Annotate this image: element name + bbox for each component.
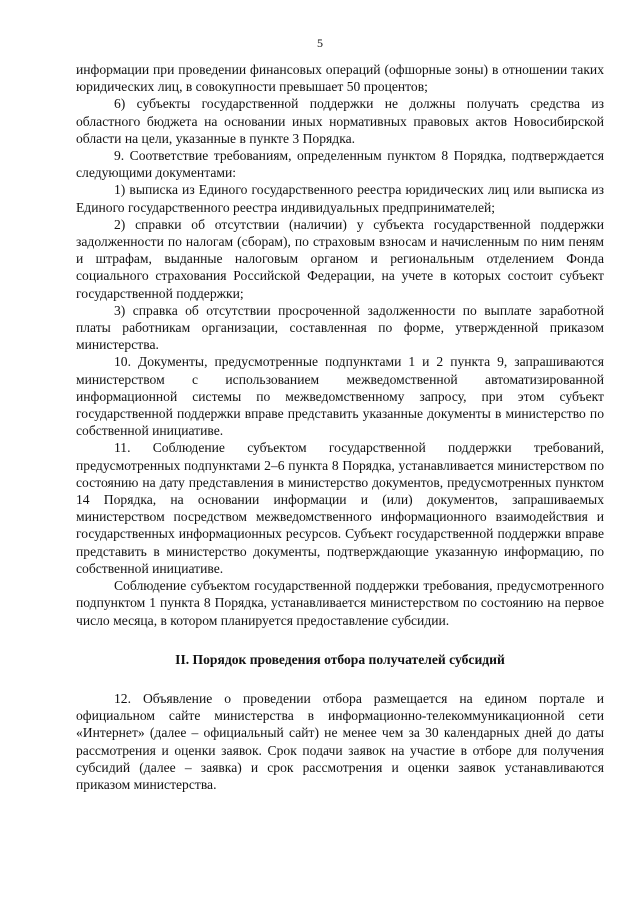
paragraph-11-compliance: Соблюдение субъектом государственной поддержки требования, предусмотренного подпунктом 1 пункта 8 Порядка, устанавливается министерством по состоянию на первое число месяца, в котором планируется предоставление субсидии. — [76, 578, 604, 628]
page-number: 5 — [317, 36, 323, 50]
paragraph-10: 10. Документы, предусмотренные подпунктами 1 и 2 пункта 9, запрашиваются министерством с использованием межведомственной автоматизированной информационной системы по межведомственному запросу, при этом субъект государственной поддержки вправе представить указанные документы в министерство по собственной инициативе. — [76, 354, 604, 439]
paragraph-continuation: информации при проведении финансовых операций (офшорные зоны) в отношении таких юридических лиц, в совокупности превышает 50 процентов; — [76, 62, 604, 95]
paragraph-12: 12. Объявление о проведении отбора размещается на едином портале и официальном сайте министерства в информационно-телекоммуникационной сети «Интернет» (далее – официальный сайт) не менее чем за 30 календарных дней до даты рассмотрения и оценки заявок. Срок подачи заявок на участие в отборе для получения субсидий (далее – заявка) и срок рассмотрения и оценки заявок устанавливаются приказом министерства. — [76, 690, 604, 792]
document-body — [76, 61, 604, 793]
paragraph-item-6: 6) субъекты государственной поддержки не должны получать средства из областного бюджета на основании иных нормативных правовых актов Новосибирской области на цели, указанные в пункте 3 Порядка. — [76, 96, 604, 146]
paragraph-9-item-3: 3) справка об отсутствии просроченной задолженности по выплате заработной платы работникам организации, составленная по форме, утвержденной приказом министерства. — [76, 302, 604, 353]
paragraph-9: 9. Соответствие требованиям, определенным пунктом 8 Порядка, подтверждается следующими документами: — [76, 148, 604, 181]
section-heading: II. Порядок проведения отбора получателей субсидий — [175, 651, 505, 667]
paragraph-11: 11. Соблюдение субъектом государственной поддержки требований, предусмотренных подпунктами 2–6 пункта 8 Порядка, устанавливается министерством по состоянию на дату представления в министерство документов, предусмотренных пунктом 14 Порядка, на основании информации и (или) документов, запрашиваемых министерством посредством межведомственного информационного взаимодействия и государственных информационных ресурсов. Субъект государственной поддержки вправе представить в министерство документы, подтверждающие указанную информацию, по собственной инициативе. — [76, 440, 604, 576]
paragraph-9-item-2: 2) справки об отсутствии (наличии) у субъекта государственной поддержки задолженности по налогам (сборам), по страховым взносам и начисленным по ним пеням и штрафам, выданные налоговым органом и региональным отделением Фонда социального страхования Российской Федерации, на учете в которых состоит субъект государственной поддержки; — [76, 216, 604, 301]
paragraph-9-item-1: 1) выписка из Единого государственного реестра юридических лиц или выписка из Единого государственного реестра индивидуальных предпринимателей; — [76, 182, 604, 215]
